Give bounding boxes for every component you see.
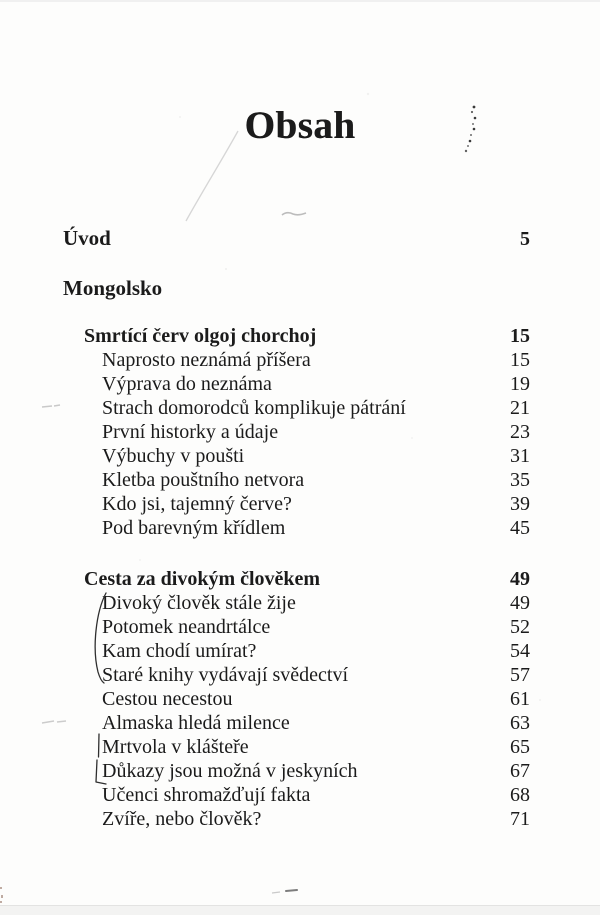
toc-entry-label: Úvod bbox=[63, 226, 111, 250]
toc-entry-label: Naprosto neznámá příšera bbox=[102, 349, 311, 371]
toc-row bbox=[0, 444, 600, 468]
toc-row bbox=[0, 226, 600, 250]
toc-entry-label: Kdo jsi, tajemný červe? bbox=[102, 493, 292, 515]
toc-entry-page: 35 bbox=[510, 469, 530, 491]
toc-row bbox=[0, 567, 600, 591]
toc-entry-page: 49 bbox=[510, 592, 530, 614]
toc-entry-label: Cesta za divokým člověkem bbox=[84, 568, 321, 590]
toc-entry-page: 21 bbox=[510, 397, 530, 419]
toc-row bbox=[0, 687, 600, 711]
toc-row bbox=[0, 468, 600, 492]
toc-entry-page: 61 bbox=[510, 688, 530, 710]
toc-entry-page: 19 bbox=[510, 373, 530, 395]
toc-entry-label: Almaska hledá milence bbox=[102, 712, 290, 734]
edge-speck-mark bbox=[0, 887, 3, 903]
toc-entry-label: Potomek neandrtálce bbox=[102, 616, 271, 638]
toc-row bbox=[0, 372, 600, 396]
toc-row bbox=[0, 615, 600, 639]
toc-row bbox=[0, 396, 600, 420]
toc-entry-page: 15 bbox=[510, 325, 530, 347]
toc-entry-label: Mrtvola v klášteře bbox=[102, 736, 249, 758]
toc-row bbox=[0, 492, 600, 516]
toc-entry-page: 5 bbox=[520, 228, 530, 250]
toc-row bbox=[0, 516, 600, 540]
bottom-dash-mark bbox=[272, 892, 280, 893]
toc-entry-page: 39 bbox=[510, 493, 530, 515]
toc-entry-page: 71 bbox=[510, 808, 530, 830]
toc-entry-label: Mongolsko bbox=[63, 276, 163, 300]
toc-row bbox=[0, 735, 600, 759]
toc-entry-page: 63 bbox=[510, 712, 530, 734]
toc-entry-page: 49 bbox=[510, 568, 530, 590]
bottom-dash-mark bbox=[286, 890, 297, 891]
toc-row bbox=[0, 639, 600, 663]
toc-entry-page: 23 bbox=[510, 421, 530, 443]
toc-entry-page: 52 bbox=[510, 616, 530, 638]
table-of-contents bbox=[0, 226, 600, 831]
toc-entry-label: Staré knihy vydávají svědectví bbox=[102, 664, 349, 686]
toc-row bbox=[0, 348, 600, 372]
toc-entry-page: 67 bbox=[510, 760, 530, 782]
toc-row bbox=[0, 759, 600, 783]
toc-row bbox=[0, 591, 600, 615]
toc-entry-label: Smrtící červ olgoj chorchoj bbox=[84, 325, 317, 347]
toc-entry-page: 54 bbox=[510, 640, 530, 662]
toc-entry-page: 65 bbox=[510, 736, 530, 758]
toc-row bbox=[0, 807, 600, 831]
toc-entry-page: 57 bbox=[510, 664, 530, 686]
toc-entry-label: Výprava do neznáma bbox=[102, 373, 272, 395]
toc-entry-label: První historky a údaje bbox=[102, 421, 279, 443]
toc-row bbox=[0, 324, 600, 348]
toc-entry-page: 31 bbox=[510, 445, 530, 467]
toc-entry-label: Pod barevným křídlem bbox=[102, 517, 286, 539]
toc-entry-label: Důkazy jsou možná v jeskyních bbox=[102, 760, 358, 782]
toc-entry-label: Divoký člověk stále žije bbox=[102, 592, 296, 614]
toc-row bbox=[0, 420, 600, 444]
toc-entry-label: Výbuchy v poušti bbox=[102, 445, 245, 467]
toc-row bbox=[0, 276, 600, 300]
toc-entry-label: Cestou necestou bbox=[102, 688, 233, 710]
toc-entry-label: Kletba pouštního netvora bbox=[102, 469, 305, 491]
toc-entry-page: 68 bbox=[510, 784, 530, 806]
toc-row bbox=[0, 711, 600, 735]
toc-entry-label: Kam chodí umírat? bbox=[102, 640, 257, 662]
toc-entry-page: 15 bbox=[510, 349, 530, 371]
page-title: Obsah bbox=[244, 104, 356, 147]
toc-entry-label: Učenci shromažďují fakta bbox=[102, 784, 311, 806]
toc-row bbox=[0, 783, 600, 807]
toc-entry-page: 45 bbox=[510, 517, 530, 539]
squiggle-mark bbox=[282, 213, 306, 215]
toc-row bbox=[0, 663, 600, 687]
toc-entry-label: Strach domorodců komplikuje pátrání bbox=[102, 397, 406, 419]
toc-entry-label: Zvíře, nebo člověk? bbox=[102, 808, 262, 830]
